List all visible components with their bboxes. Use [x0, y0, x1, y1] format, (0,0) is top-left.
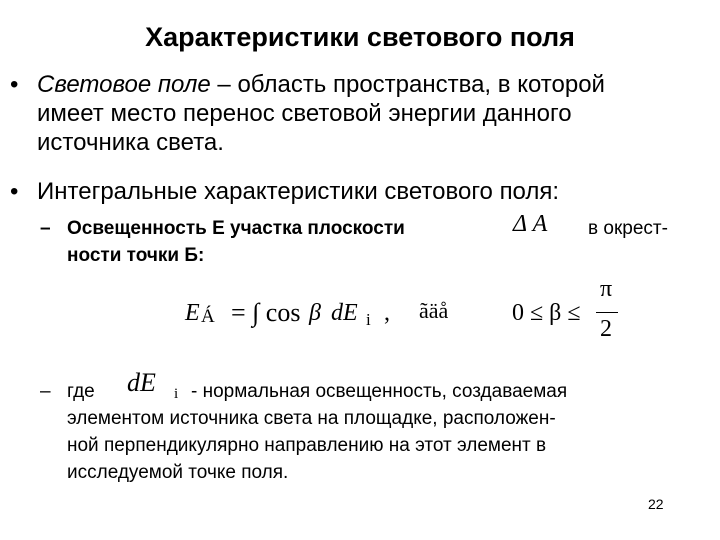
sub1-part2: в окрест-: [588, 218, 668, 239]
sub2-line1-rest: - нормальная освещенность, создаваемая: [191, 381, 568, 402]
inline-dE-sub: i: [174, 386, 179, 402]
bullet1-line2: имеет место перенос световой энергии данного: [37, 100, 572, 127]
sub2-line3: ной перпендикулярно направлению на этот элемент в: [67, 435, 547, 456]
delta-a-symbol: Δ A: [513, 211, 548, 237]
bullet1-line1-rest: – область пространства, в которой: [210, 71, 605, 98]
ineq-fraction-bar: [596, 312, 618, 313]
formula-beta: β: [309, 300, 321, 326]
sub1-part1: Освещенность E участка плоскости: [67, 218, 405, 239]
term-light-field: Световое поле: [37, 71, 211, 98]
sub-bullet-illuminance: [40, 211, 690, 275]
sub2-prefix: где: [67, 381, 95, 402]
sub1-line1: [67, 211, 707, 242]
ineq-left: 0 ≤ β ≤: [512, 300, 581, 326]
formula-garbled-text: ãäå: [419, 298, 449, 323]
ineq-denominator: 2: [600, 316, 612, 342]
sub2-line2: элементом источника света на площадке, расположен-: [67, 408, 556, 429]
page-number: 22: [648, 496, 664, 512]
inline-dE: dE: [127, 368, 156, 397]
sub2-text: [67, 378, 707, 486]
bullet-text: [37, 70, 717, 157]
dash-mark: –: [40, 218, 51, 239]
dash-mark: –: [40, 381, 51, 402]
bullet2-text: Интегральные характеристики светового поля:: [37, 178, 560, 205]
formula-equals-integral-cos: = ∫ cos: [231, 298, 301, 327]
slide-title: Характеристики светового поля: [145, 22, 575, 52]
formula-lhs-sub: Á: [201, 306, 215, 327]
sub2-line4: исследуемой точке поля.: [67, 462, 289, 483]
bullet1-line3: источника света.: [37, 129, 224, 156]
bullet-light-field: [10, 70, 710, 166]
ineq-numerator: π: [600, 276, 613, 302]
beta-range-inequality: [512, 276, 622, 346]
sub2-line1: [67, 378, 707, 405]
bullet-mark: •: [10, 178, 19, 205]
bullet-mark: •: [10, 71, 19, 98]
bullet-integral-characteristics: [10, 177, 710, 209]
sub1-text: [67, 211, 707, 269]
formula-dE-sub: i: [366, 310, 371, 329]
sub1-line2: ности точки Б:: [67, 245, 205, 266]
formula-lhs: E: [185, 300, 200, 326]
formula-comma: ,: [384, 300, 390, 326]
bullet1-line1: [37, 70, 717, 99]
formula-dE: dE: [331, 300, 358, 326]
